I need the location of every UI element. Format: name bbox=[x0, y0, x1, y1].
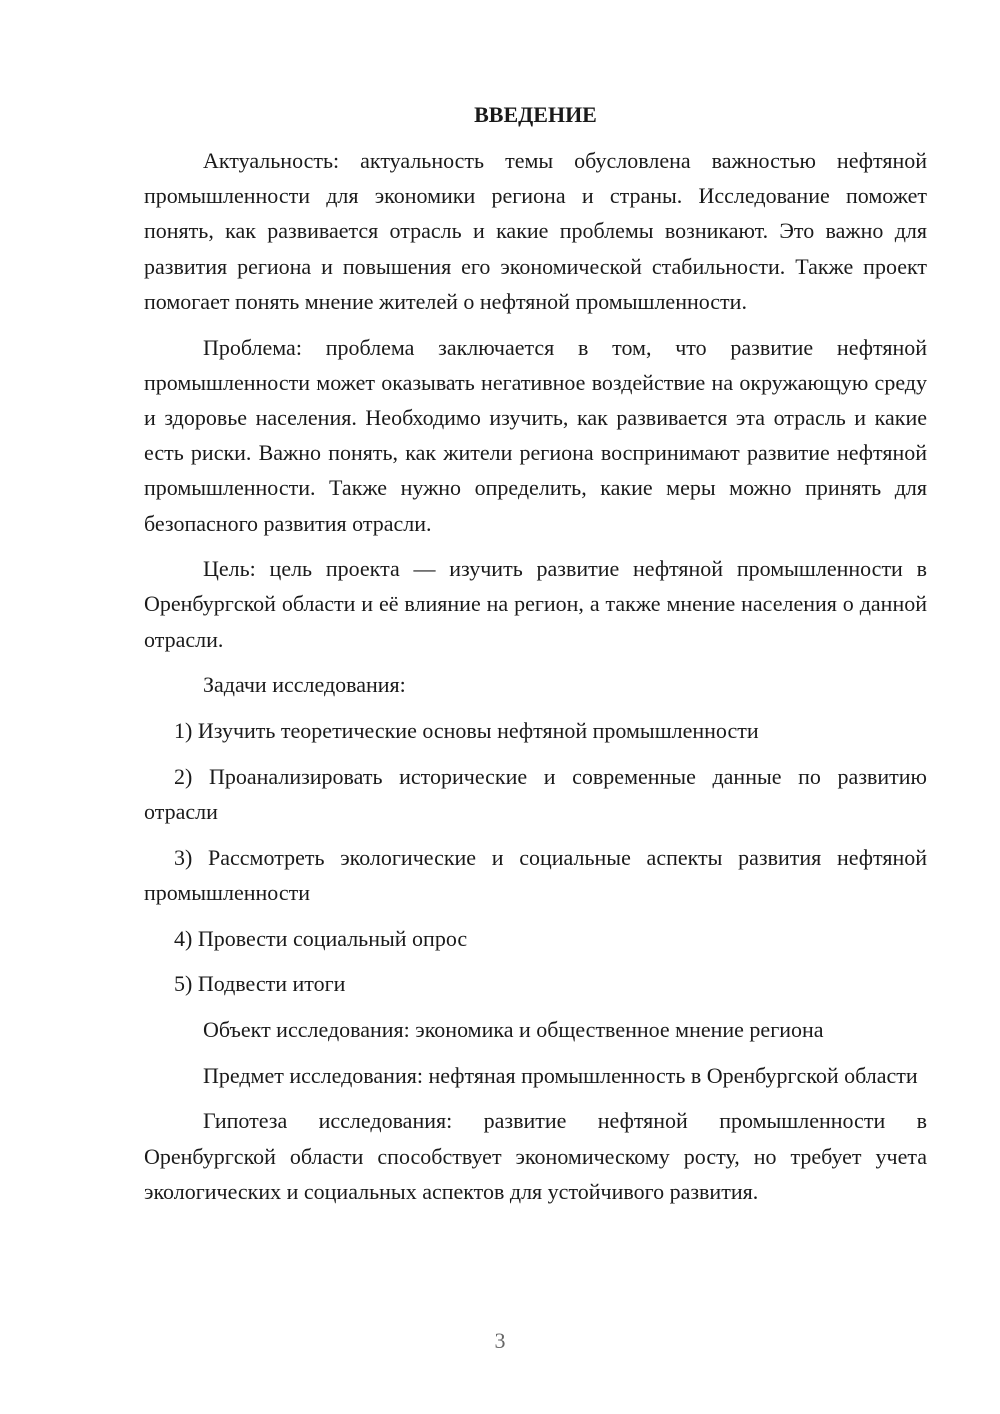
task-item: 5) Подвести итоги bbox=[174, 971, 346, 997]
paragraph-relevance: Актуальность: актуальность темы обусловлена важностью нефтяной промышленности для экономики региона и страны. Исследование поможет понять, как развивается отрасль и какие проблемы возникают. Это важно для развития региона и повышения его экономической стабильности. Также проект помогает понять мнение жителей о нефтяной промышленности. bbox=[144, 148, 927, 314]
task-item: 1) Изучить теоретические основы нефтяной промышленности bbox=[174, 718, 759, 744]
section-title: ВВЕДЕНИЕ bbox=[474, 102, 597, 127]
paragraph-problem: Проблема: проблема заключается в том, что развитие нефтяной промышленности может оказывать негативное воздействие на окружающую среду и здоровье населения. Необходимо изучить, как развивается эта отрасль и какие есть риски. Важно понять, как жители региона воспринимают развитие нефтяной промышленности. Также нужно определить, какие меры можно принять для безопасного развития отрасли. bbox=[144, 334, 927, 536]
page-number: 3 bbox=[494, 1328, 506, 1353]
body-text bbox=[144, 143, 927, 1219]
paragraph-goal: Цель: цель проекта — изучить развитие нефтяной промышленности в Оренбургской области и её влияние на регион, а также мнение населения о данной отрасли. bbox=[144, 556, 927, 652]
paragraph-hypothesis: Гипотеза исследования: развитие нефтяной промышленности в Оренбургской области способствует экономическому росту, но требует учета экологических и социальных аспектов для устойчивого развития. bbox=[144, 1108, 927, 1204]
paragraph-tasks-heading: Задачи исследования: bbox=[203, 672, 406, 698]
task-item: 4) Провести социальный опрос bbox=[174, 925, 468, 951]
task-item: 2) Проанализировать исторические и современные данные по развитию отрасли bbox=[144, 763, 927, 824]
task-item: 3) Рассмотреть экологические и социальные аспекты развития нефтяной промышленности bbox=[144, 844, 927, 905]
paragraph-object: Объект исследования: экономика и общественное мнение региона bbox=[203, 1016, 824, 1042]
paragraph-subject: Предмет исследования: нефтяная промышленность в Оренбургской области bbox=[203, 1062, 918, 1088]
